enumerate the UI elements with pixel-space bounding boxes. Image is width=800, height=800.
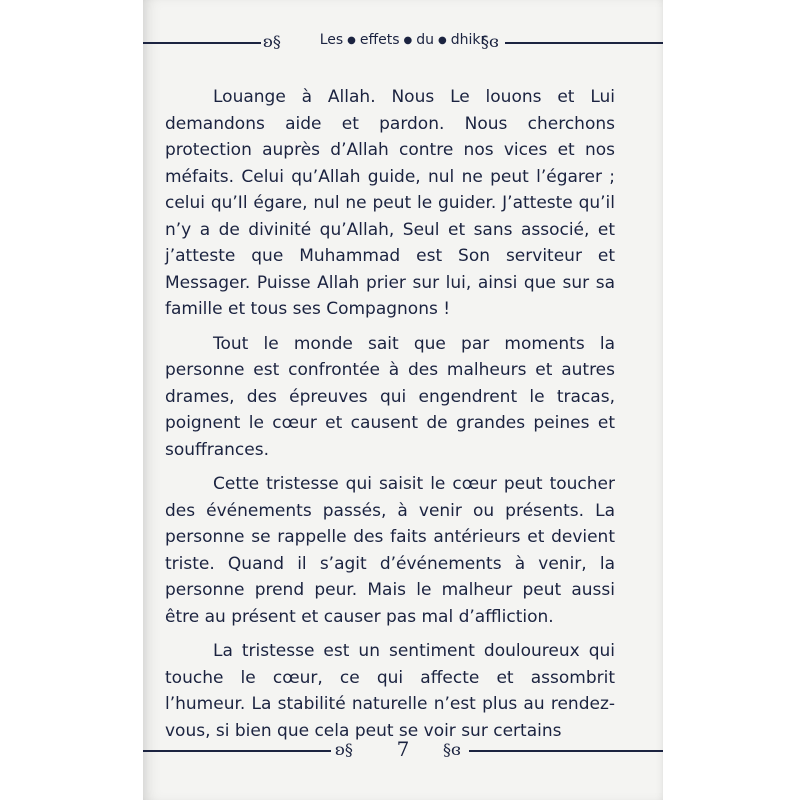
header-ornament-left-icon: ʚ§ — [263, 32, 281, 51]
paragraph: Louange à Allah. Nous Le louons et Lui demandons aide et pardon. Nous cherchons protection auprès d’Allah contre nos vices et nos méfaits. Celui qu’Allah guide, nul ne peut l’égarer ; celui qu’Il égare, nul ne peut le guider. J’atteste qu’il n’y a de divinité qu’Allah, Seul et sans associé, et j’atteste que Muhammad est Son serviteur et Messager. Puisse Allah prier sur lui, ainsi que sur sa famille et tous ses Compagnons ! — [165, 87, 615, 319]
bullet-icon: ● — [347, 34, 356, 46]
running-title-word: Les — [319, 32, 344, 48]
body-text — [165, 84, 615, 752]
running-header — [143, 30, 663, 54]
book-page — [143, 0, 663, 800]
running-title-word: du — [416, 32, 435, 48]
page-footer — [143, 737, 663, 767]
paragraph: Tout le monde sait que par moments la personne est confrontée à des malheurs et autres drames, des épreuves qui engendrent le tracas, poignent le cœur et causent de grandes peines et souffrances. — [165, 333, 615, 460]
footer-rule-right — [469, 750, 663, 752]
footer-ornament-right-icon: §ɞ — [443, 740, 461, 759]
header-rule-right — [505, 42, 663, 44]
footer-ornament-left-icon: ʚ§ — [335, 740, 353, 759]
bullet-icon: ● — [438, 34, 447, 46]
running-title-word: dhikr — [450, 32, 487, 48]
paragraph: La tristesse est un sentiment douloureux qui touche le cœur, ce qui affecte et assombrit l’humeur. La stabilité naturelle n’est plus au rendez-vous, si bien que cela peut se voir sur certains — [165, 641, 615, 741]
paragraph: Cette tristesse qui saisit le cœur peut toucher des événements passés, à venir ou présents. La personne se rappelle des faits antérieurs et devient triste. Quand il s’agit d’événements à venir, la personne prend peur. Mais le malheur peut aussi être au présent et causer pas mal d’affliction. — [165, 474, 615, 627]
running-title-word: effets — [359, 32, 400, 48]
header-ornament-right-icon: §ɞ — [481, 32, 499, 51]
running-title — [143, 32, 663, 48]
page-number: 7 — [396, 737, 410, 761]
bullet-icon: ● — [403, 34, 413, 46]
